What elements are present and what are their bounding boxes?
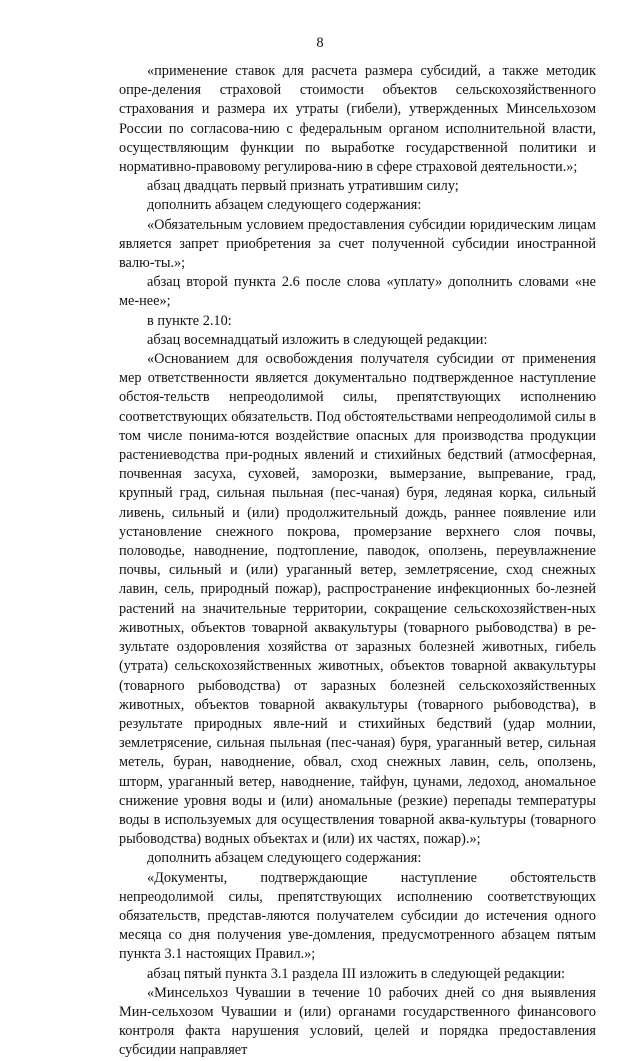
paragraph: «Документы, подтверждающие наступление обстоятельств непреодолимой силы, препятствующих исполнению соответствующих обязательств, представ-ляются получателем субсидии до истечения одного месяца со дня получения уве-домления, предусмотренного абзацем пятым пункта 3.1 настоящих Правил.»; bbox=[119, 869, 596, 963]
paragraph: в пункте 2.10: bbox=[147, 312, 232, 329]
paragraph: абзац пятый пункта 3.1 раздела III изложить в следующей редакции: bbox=[147, 965, 566, 982]
paragraph: абзац второй пункта 2.6 после слова «уплату» дополнить словами «не ме-нее»; bbox=[119, 274, 596, 310]
paragraph: «применение ставок для расчета размера субсидий, а также методик опре-деления страховой стоимости объектов сельскохозяйственного страхования и размера их утраты (гибели), утвержденных Минсельхозом России по согласова-нию с федеральным органом исполнительной власти, осуществляющим функции по выработке государственной политики и нормативно-правовому регулирова-нию в сфере страховой деятельности.»; bbox=[119, 63, 596, 176]
paragraph: абзац двадцать первый признать утратившим силу; bbox=[147, 178, 459, 195]
paragraph: «Обязательным условием предоставления субсидии юридическим лицам является запрет приобретения за счет полученной субсидии иностранной валю-ты.»; bbox=[119, 216, 596, 272]
paragraph: дополнить абзацем следующего содержания: bbox=[147, 197, 422, 214]
page-number: 8 bbox=[316, 35, 324, 51]
paragraph: «Основанием для освобождения получателя субсидии от применения мер ответственности является документально подтвержденное наступление обстоя-тельств непреодолимой силы, препятствующих исполнению соответствующих обязательств. Под обстоятельствами непреодолимой силы в том числе понима-ются воздействие опасных для производства продукции растениеводства при-родных явлений и стихийных бедствий (атмосферная, почвенная засуха, суховей, заморозки, вымерзание, выпревание, град, крупный град, сильная пыльная (пес-чаная) буря, ледяная корка, сильный ливень, сильный и (или) продолжительный дождь, раннее появление или установление снежного покрова, промерзание верхнего слоя почвы, половодье, наводнение, подтопление, паводок, оползень, переувлажнение почвы, сильный и (или) ураганный ветер, землетрясение, сход снежных лавин, сель, природный пожар), распространение инфекционных бо-лезней растений на значительные территории, сокращение сельскохозяйствен-ных животных, объектов товарной аквакультуры (товарного рыбоводства) в ре-зультате оздоровления хозяйства от заразных болезней животных, гибель (утрата) сельскохозяйственных животных, объектов товарной аквакультуры (товарного рыбоводства) от заразных болезней сельскохозяйственных животных, объектов товарной аквакультуры (товарного рыбоводства), в результате природных явле-ний и стихийных бедствий (удар молнии, землетрясение, сильная пыльная (пес-чаная) буря, ураганный ветер, сильная метель, буран, наводнение, обвал, сход снежных лавин, сель, оползень, шторм, ураганный ветер, наводнение, тайфун, цунами, ледоход, аномальное снижение уровня воды и (или) аномальные (резкие) перепады температуры воды в используемых для осуществления товарной аква-культуры (товарного рыбоводства) водных объектах и (или) их частях, пожар).»; bbox=[119, 351, 596, 848]
paragraph: дополнить абзацем следующего содержания: bbox=[147, 850, 422, 867]
paragraph: абзац восемнадцатый изложить в следующей редакции: bbox=[147, 331, 488, 348]
paragraph: «Минсельхоз Чувашии в течение 10 рабочих дней со дня выявления Мин-сельхозом Чувашии и (или) органами государственного финансового контроля факта нарушения условий, целей и порядка предоставления субсидии направляет bbox=[119, 984, 596, 1059]
document-body bbox=[119, 62, 596, 1061]
